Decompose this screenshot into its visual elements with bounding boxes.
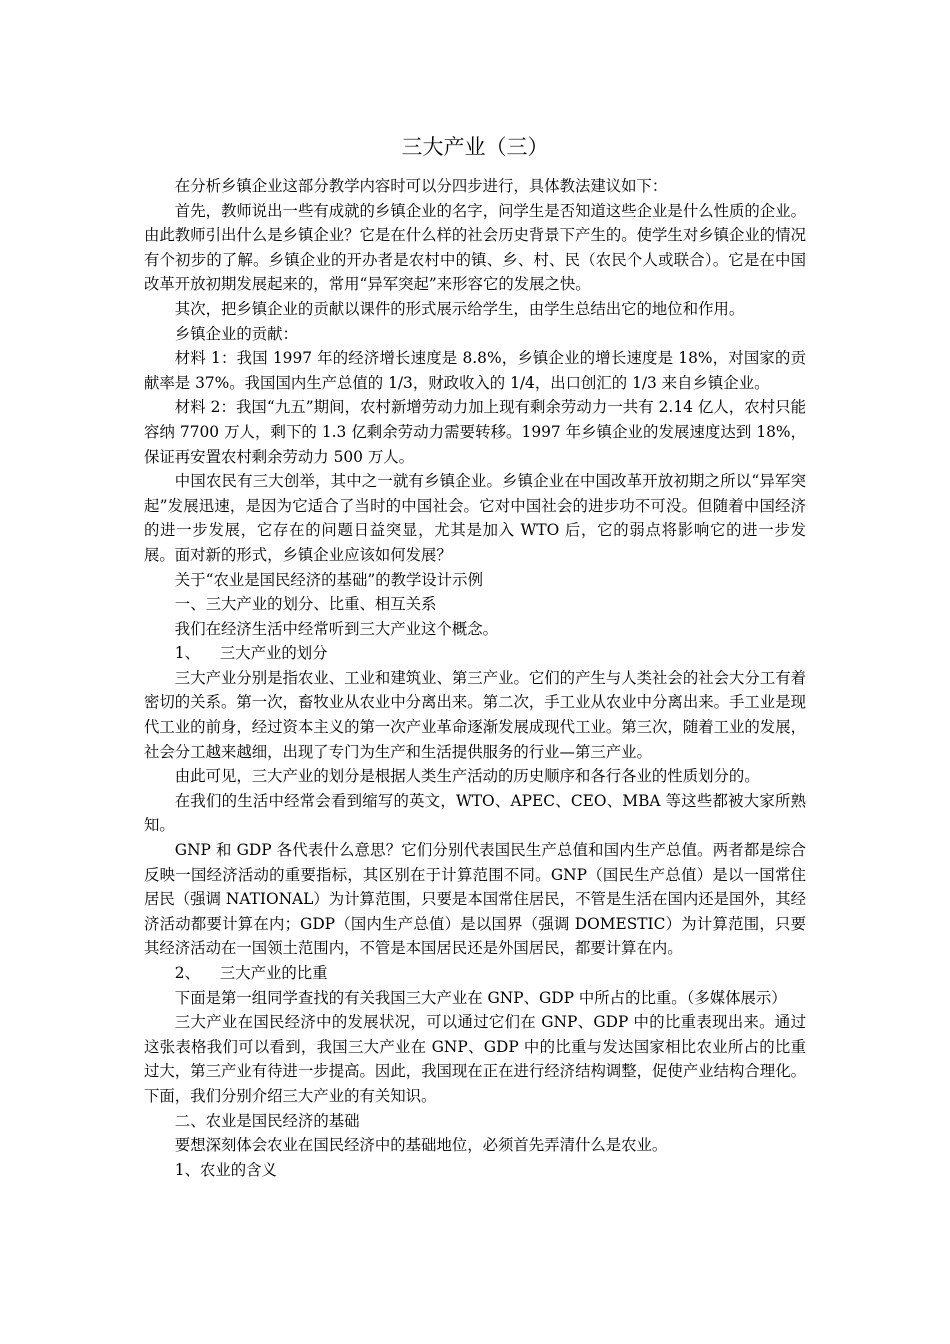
paragraph-division-summary: 由此可见，三大产业的划分是根据人类生产活动的历史顺序和各行各业的性质划分的。	[174, 767, 760, 786]
subheading-agriculture-meaning: 1、农业的含义	[174, 1160, 277, 1179]
paragraph-abbreviations: 在我们的生活中经常会看到缩写的英文，WTO、APEC、CEO、MBA 等这些都被大家所熟知。	[144, 791, 806, 835]
paragraph-development-status: 三大产业在国民经济中的发展状况，可以通过它们在 GNP、GDP 中的比重表现出来。通过这张表格我们可以看到，我国三大产业在 GNP、GDP 中的比重与发达国家相比农业所占的比重过大，第三产业有待进一步提高。因此，我国现在正在进行经济结构调整，促使产业结构合理化。下面，我们分别介绍三大产业的有关知识。	[144, 1013, 806, 1105]
paragraph-concept: 我们在经济生活中经常听到三大产业这个概念。	[174, 619, 499, 638]
document-title: 三大产业（三）	[401, 135, 549, 159]
paragraph-division: 三大产业分别是指农业、工业和建筑业、第三产业。它们的产生与人类社会的社会大分工有着密切的关系。第一次，畜牧业从农业中分离出来。第二次，手工业从农业中分离出来。手工业是现代工业的前身，经过资本主义的第一次产业革命逐渐发展成现代工业。第三次，随着工业的发展，社会分工越来越细，出现了专门为生产和生活提供服务的行业—第三产业。	[144, 668, 806, 761]
paragraph-second-step: 其次，把乡镇企业的贡献以课件的形式展示给学生，由学生总结出它的地位和作用。	[174, 299, 745, 318]
paragraph-contribution-label: 乡镇企业的贡献：	[174, 324, 298, 343]
subheading-proportion	[144, 961, 806, 986]
paragraph-material-1: 材料 1：我国 1997 年的经济增长速度是 8.8%，乡镇企业的增长速度是 18%，对国家的贡献率是 37%。我国国内生产总值的 1/3，财政收入的 1/4，出口创汇的 1/3 来自乡镇企业。	[144, 349, 806, 392]
section-heading-one: 一、三大产业的划分、比重、相互关系	[174, 595, 437, 614]
paragraph-intro: 在分析乡镇企业这部分教学内容时可以分四步进行，具体教法建议如下：	[174, 177, 668, 195]
subheading-division	[144, 641, 806, 666]
paragraph-agriculture-intro: 要想深刻体会农业在国民经济中的基础地位，必须首先弄清什么是农业。	[174, 1136, 668, 1155]
paragraph-gnp-gdp: GNP 和 GDP 各代表什么意思？它们分别代表国民生产总值和国内生产总值。两者都是综合反映一国经济活动的重要指标，其区别在于计算范围不同。GNP（国民生产总值）是以一国常住居民（强调 NATIONAL）为计算范围，只要是本国常住居民，不管是生活在国内还是国外，其经济活动都要计算在内；GDP（国内生产总值）是以国界（强调 DOMESTIC）为计算范围，只要其经济活动在一国领土范围内，不管是本国居民还是外国居民，都要计算在内。	[144, 841, 806, 958]
paragraph-material-2: 材料 2：我国“九五”期间，农村新增劳动力加上现有剩余劳动力一共有 2.14 亿人，农村只能容纳 7700 万人，剩下的 1.3 亿剩余劳动力需要转移。1997 年乡镇企业的发展速度达到 18%，保证再安置农村剩余劳动力 500 万人。	[144, 398, 806, 466]
subheading-text: 三大产业的比重	[219, 964, 328, 982]
document-body	[144, 132, 806, 1182]
section-heading-two: 二、农业是国民经济的基础	[174, 1111, 360, 1130]
subheading-text: 三大产业的划分	[219, 644, 328, 663]
subheading-number: 1、	[174, 644, 200, 663]
paragraph-design-example: 关于“农业是国民经济的基础”的教学设计示例	[174, 570, 483, 589]
subheading-number: 2、	[174, 964, 200, 982]
paragraph-group-research: 下面是第一组同学查找的有关我国三大产业在 GNP、GDP 中所占的比重。（多媒体展示）	[174, 988, 787, 1007]
paragraph-three-innovations: 中国农民有三大创举，其中之一就有乡镇企业。乡镇企业在中国改革开放初期之所以“异军突起”发展迅速，是因为它适合了当时的中国社会。它对中国社会的进步功不可没。但随着中国经济的进一步发展，它存在的问题日益突显，尤其是加入 WTO 后，它的弱点将影响它的进一步发展。面对新的形式，乡镇企业应该如何发展？	[144, 472, 806, 564]
paragraph-first-step: 首先，教师说出一些有成就的乡镇企业的名字，问学生是否知道这些企业是什么性质的企业。由此教师引出什么是乡镇企业？它是在什么样的社会历史背景下产生的。使学生对乡镇企业的情况有个初步的了解。乡镇企业的开办者是农村中的镇、乡、村、民（农民个人或联合）。它是在中国改革开放初期发展起来的，常用“异军突起”来形容它的发展之快。	[144, 201, 806, 294]
